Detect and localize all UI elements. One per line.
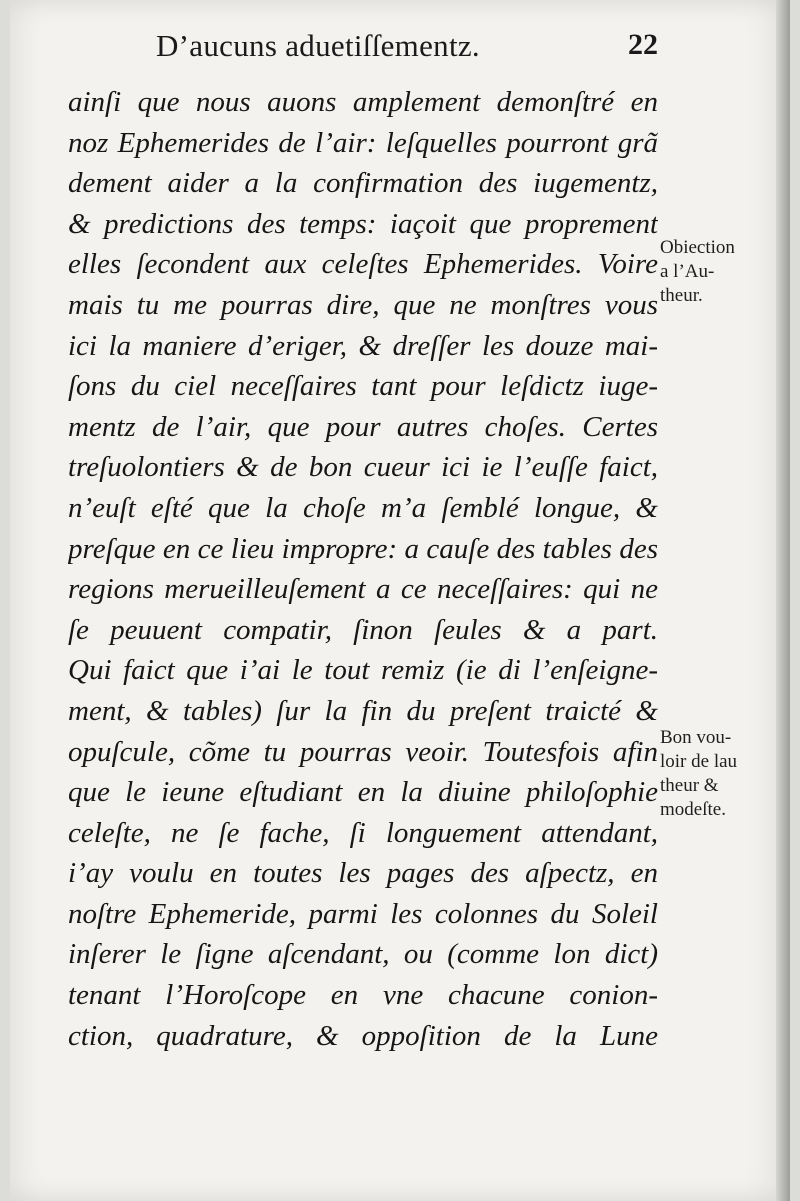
- page-number: 22: [628, 28, 658, 61]
- text-line: treſuolontiers & de bon cueur ici ie l’euſſe faict,: [68, 451, 658, 484]
- margin-note-line: theur.: [660, 285, 703, 306]
- text-line: n’euſt eſté que la choſe m’a ſemblé longue, &: [68, 491, 658, 524]
- text-line: ſons du ciel neceſſaires tant pour leſdictz iuge-: [68, 370, 658, 403]
- book-page: [10, 0, 790, 1201]
- margin-note-line: Bon vou-: [660, 727, 732, 748]
- text-line: ainſi que nous auons amplement demonſtré en: [68, 86, 658, 118]
- text-line: ſe peuuent compatir, ſinon ſeules & a part.: [68, 613, 658, 646]
- margin-note-objection: [660, 236, 735, 308]
- body-text: [68, 82, 658, 1056]
- text-line: mais tu me pourras dire, que ne monſtres vous: [68, 288, 658, 321]
- margin-note-line: a l’Au-: [660, 261, 715, 282]
- margin-note-line: Obiection: [660, 237, 735, 258]
- text-line: mentz de l’air, que pour autres choſes. Certes: [68, 410, 658, 443]
- text-line: que le ieune eſtudiant en la diuine philoſophie: [68, 776, 658, 809]
- text-line: ction, quadrature, & oppoſition de la Lune: [68, 1019, 658, 1052]
- text-line: inſerer le ſigne aſcendant, ou (comme lon dict): [68, 938, 658, 971]
- margin-note-goodwill: [660, 726, 737, 822]
- text-line: i’ay voulu en toutes les pages des aſpectz, en: [68, 857, 658, 890]
- text-line: elles ſecondent aux celeſtes Ephemerides. Voire: [68, 248, 658, 281]
- text-line: preſque en ce lieu impropre: a cauſe des tables des: [68, 532, 658, 565]
- text-line: noſtre Ephemeride, parmi les colonnes du Soleil: [68, 897, 658, 930]
- text-line: noz Ephemerides de l’air: leſquelles pourront grã: [68, 126, 658, 159]
- margin-note-line: theur &: [660, 775, 719, 796]
- text-line: opuſcule, cõme tu pourras veoir. Toutesfois afin: [68, 735, 658, 768]
- page-header: [156, 28, 676, 68]
- running-head: D’aucuns aduetiſſementz.: [156, 28, 480, 63]
- text-line: ment, & tables) ſur la fin du preſent traicté &: [68, 694, 658, 727]
- text-line: Qui faict que i’ai le tout remiz (ie di l’enſeigne-: [68, 654, 658, 687]
- text-line: celeſte, ne ſe fache, ſi longuement attendant,: [68, 816, 658, 849]
- text-line: & predictions des temps: iaçoit que proprement: [68, 207, 658, 240]
- text-line: tenant l’Horoſcope en vne chacune conion-: [68, 979, 658, 1012]
- margin-note-line: modeſte.: [660, 799, 726, 820]
- page-gutter-shadow: [776, 0, 790, 1201]
- text-line: ici la maniere d’eriger, & dreſſer les douze mai-: [68, 329, 658, 362]
- margin-note-line: loir de lau: [660, 751, 738, 772]
- text-line: dement aider a la confirmation des iugementz,: [68, 167, 658, 200]
- text-line: regions merueilleuſement a ce neceſſaires: qui ne: [68, 573, 658, 606]
